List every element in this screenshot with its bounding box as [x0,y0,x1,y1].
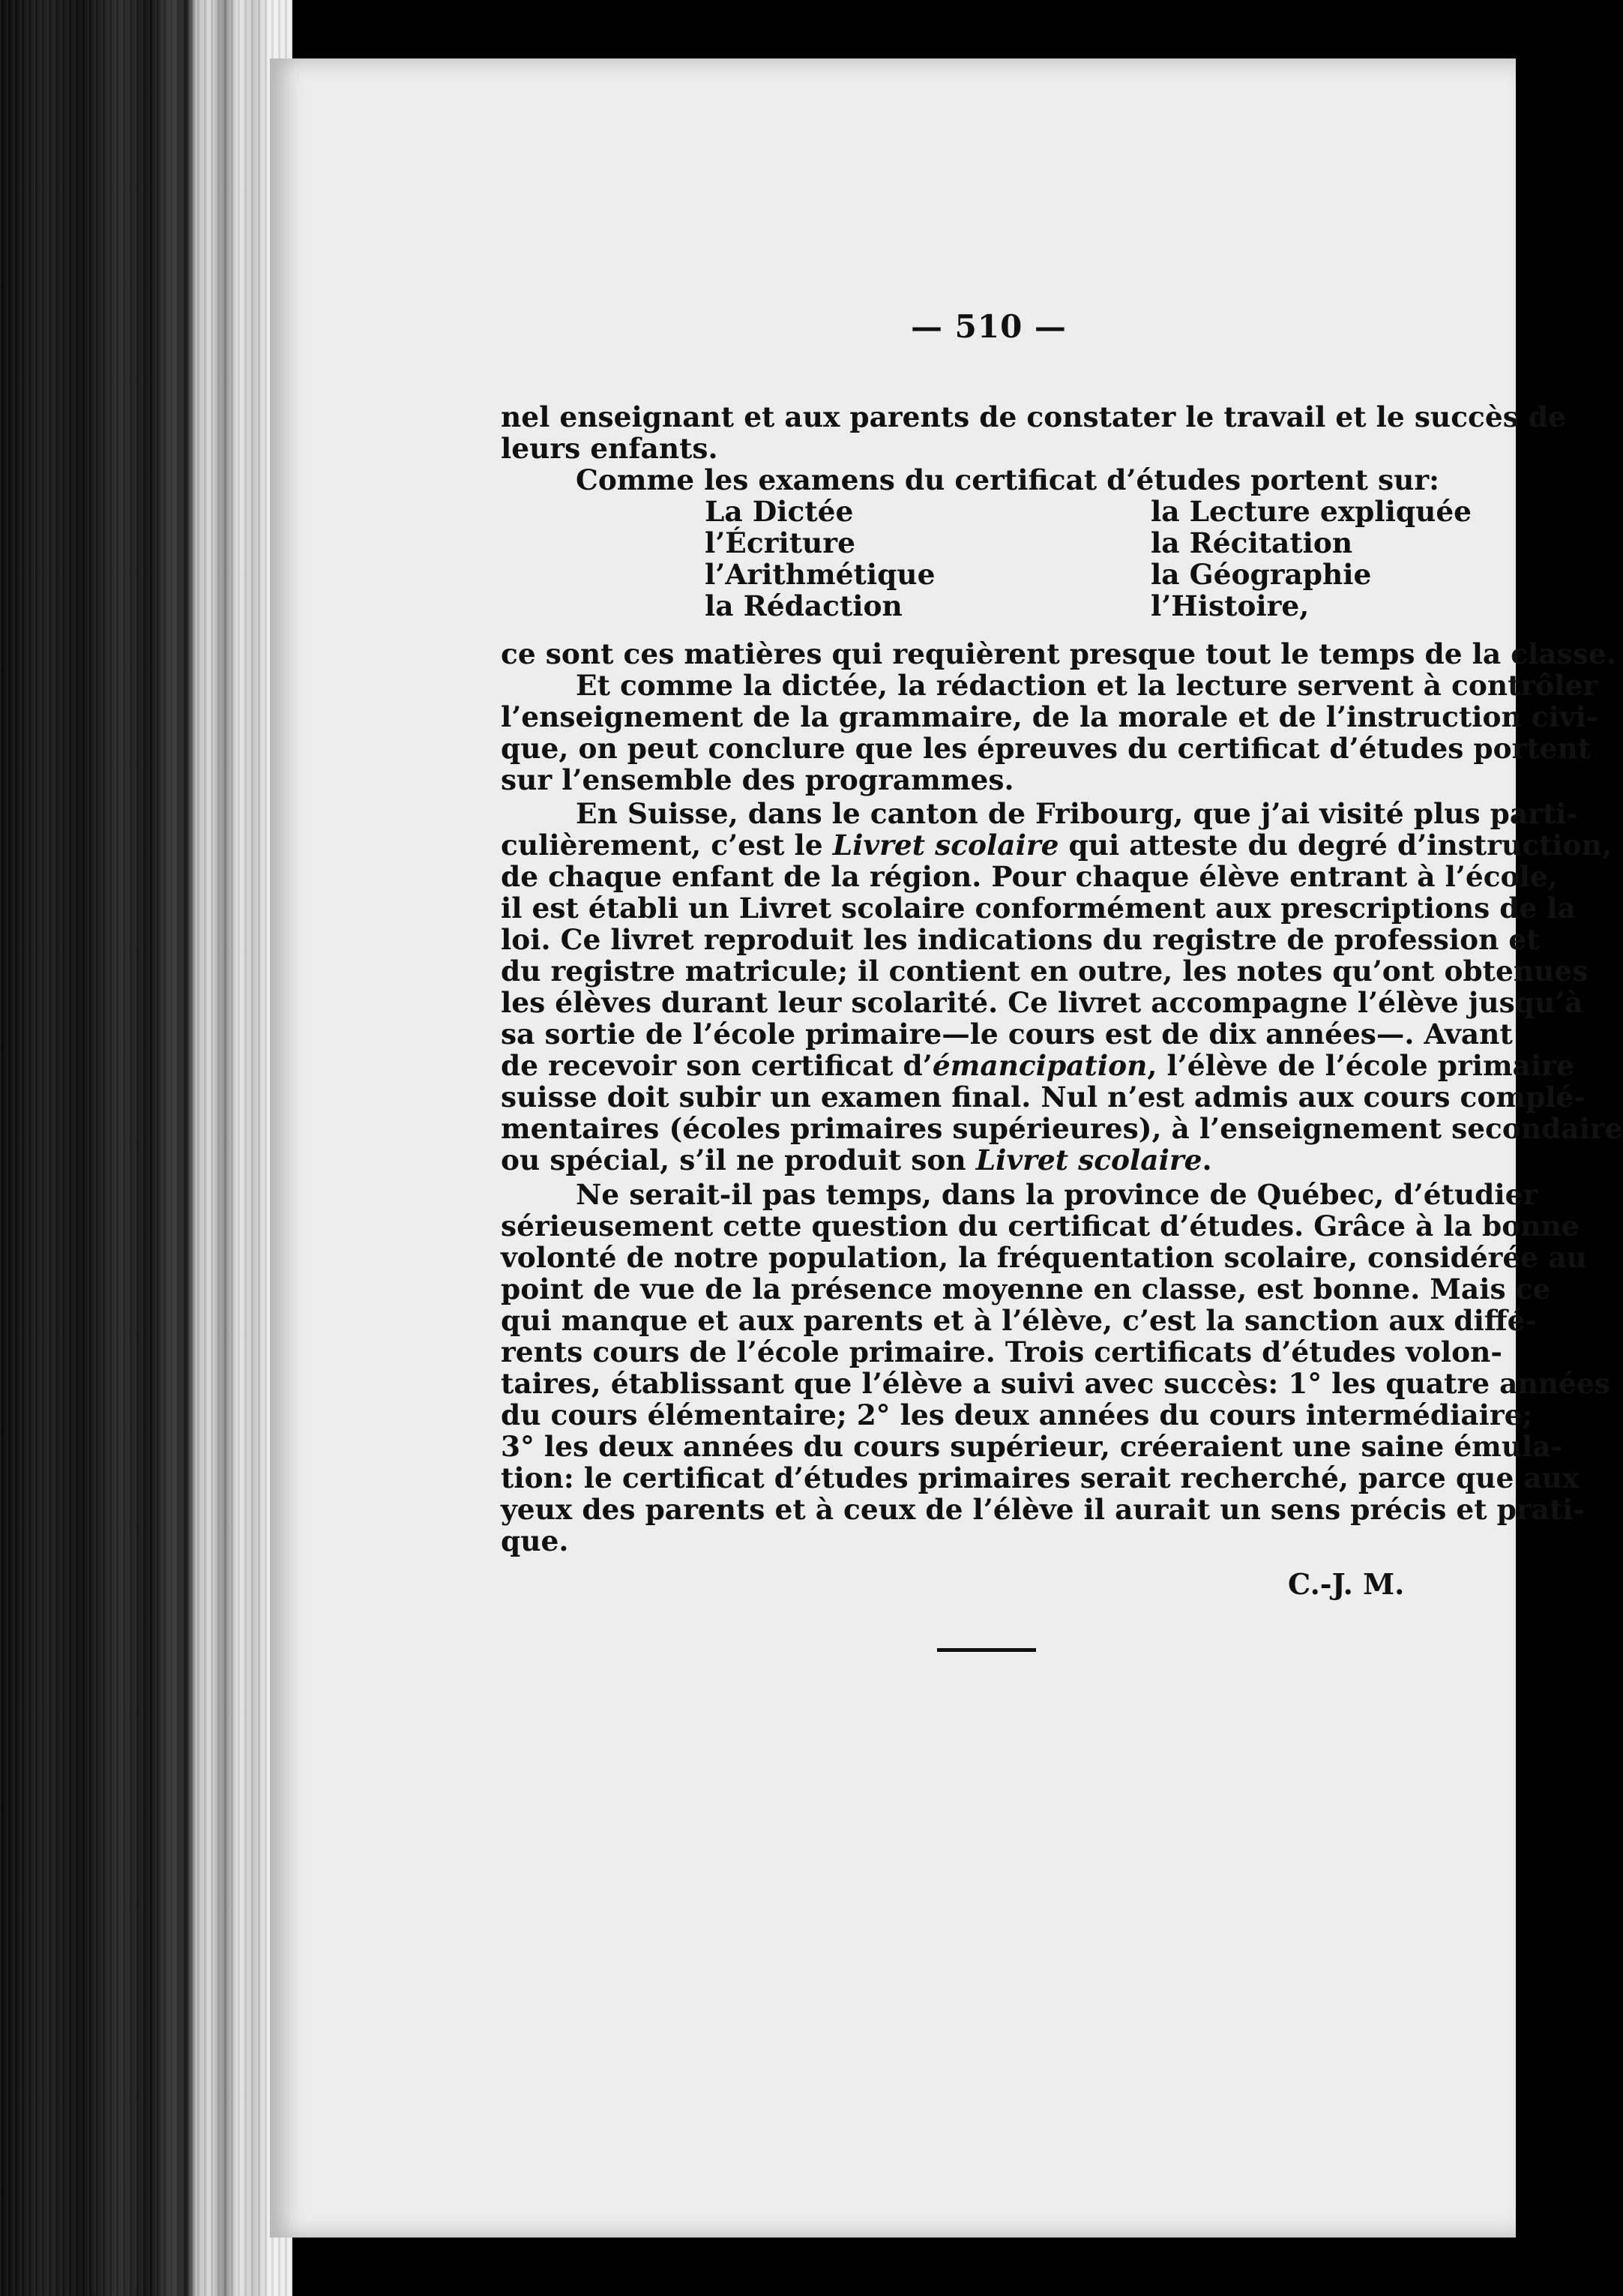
intro-line: Comme les examens du certificat d’études portent sur: [576,463,1439,496]
body-line: leurs enfants. [501,432,718,465]
body-line [501,1144,1472,1176]
body-line: que. [501,1524,569,1557]
body-line: taires, établissant que l’élève a suivi avec succès: 1° les quatre années [501,1367,1610,1400]
binding-texture [0,0,292,2296]
body-line: sur l’ensemble des programmes. [501,763,1014,796]
text-run: ou spécial, s’il ne produit son [501,1144,976,1176]
body-line: rents cours de l’école primaire. Trois certificats d’études volon- [501,1335,1502,1368]
body-line: il est établi un Livret scolaire conformément aux prescriptions de la [501,892,1576,925]
subject-item: l’Écriture [705,526,855,559]
subject-item: La Dictée [705,495,854,528]
subject-item: la Géographie [1151,558,1372,591]
body-line: du cours élémentaire; 2° les deux années du cours intermédiaire; [501,1398,1533,1431]
text-run: , l’élève de l’école primaire [1147,1049,1574,1082]
body-line: suisse doit subir un examen final. Nul n’est admis aux cours complé- [501,1081,1586,1114]
italic-term: Livret scolaire [832,829,1059,862]
body-line: que, on peut conclure que les épreuves du certificat d’études portent [501,732,1592,765]
body-line: mentaires (écoles primaires supérieures), à l’enseignement secondaire [501,1112,1623,1145]
end-rule-divider [937,1648,1036,1652]
body-line [501,829,1612,862]
body-line: l’enseignement de la grammaire, de la morale et de l’instruction civi- [501,700,1598,733]
body-line: Et comme la dictée, la rédaction et la lecture servent à contrôler [576,669,1598,702]
body-line: ce sont ces matières qui requièrent presque tout le temps de la classe. [501,637,1616,670]
body-line: nel enseignant et aux parents de constater le travail et le succès de [501,400,1566,433]
body-line: tion: le certificat d’études primaires serait recherché, parce que aux [501,1461,1580,1494]
body-line: les élèves durant leur scolarité. Ce livret accompagne l’élève jusqu’à [501,986,1583,1019]
body-line: du registre matricule; il contient en outre, les notes qu’ont obtenues [501,955,1589,988]
subject-item: l’Arithmétique [705,558,936,591]
body-line: sérieusement cette question du certificat d’études. Grâce à la bonne [501,1209,1580,1242]
italic-term: émancipation [932,1049,1148,1082]
body-line: de chaque enfant de la région. Pour chaque élève entrant à l’école, [501,860,1558,893]
body-line: loi. Ce livret reproduit les indications du registre de profession et [501,923,1540,956]
body-line: 3° les deux années du cours supérieur, créeraient une saine émula- [501,1430,1563,1463]
text-run: qui atteste du degré d’instruction, [1059,829,1612,862]
italic-term: Livret scolaire [975,1144,1202,1176]
author-signature: C.-J. M. [1288,1567,1405,1601]
text-run: culièrement, c’est le [501,829,833,862]
body-line [501,1049,1574,1082]
body-line: En Suisse, dans le canton de Fribourg, que j’ai visité plus parti- [576,797,1579,830]
text-run: de recevoir son certificat d’ [501,1049,933,1082]
page-number: — 510 — [911,308,1067,345]
body-line: Ne serait-il pas temps, dans la province de Québec, d’étudier [576,1178,1538,1211]
subject-item: l’Histoire, [1151,589,1310,622]
text-run: . [1202,1144,1212,1176]
body-line: yeux des parents et à ceux de l’élève il aurait un sens précis et prati- [501,1493,1586,1526]
subject-item: la Lecture expliquée [1151,495,1472,528]
body-line: qui manque et aux parents et à l’élève, c’est la sanction aux diffé- [501,1304,1538,1337]
body-line: volonté de notre population, la fréquentation scolaire, considérée au [501,1241,1587,1274]
body-line: sa sortie de l’école primaire—le cours est de dix années—. Avant [501,1018,1513,1051]
subject-item: la Rédaction [705,589,903,622]
body-line: point de vue de la présence moyenne en classe, est bonne. Mais ce [501,1272,1551,1305]
subject-item: la Récitation [1151,526,1353,559]
